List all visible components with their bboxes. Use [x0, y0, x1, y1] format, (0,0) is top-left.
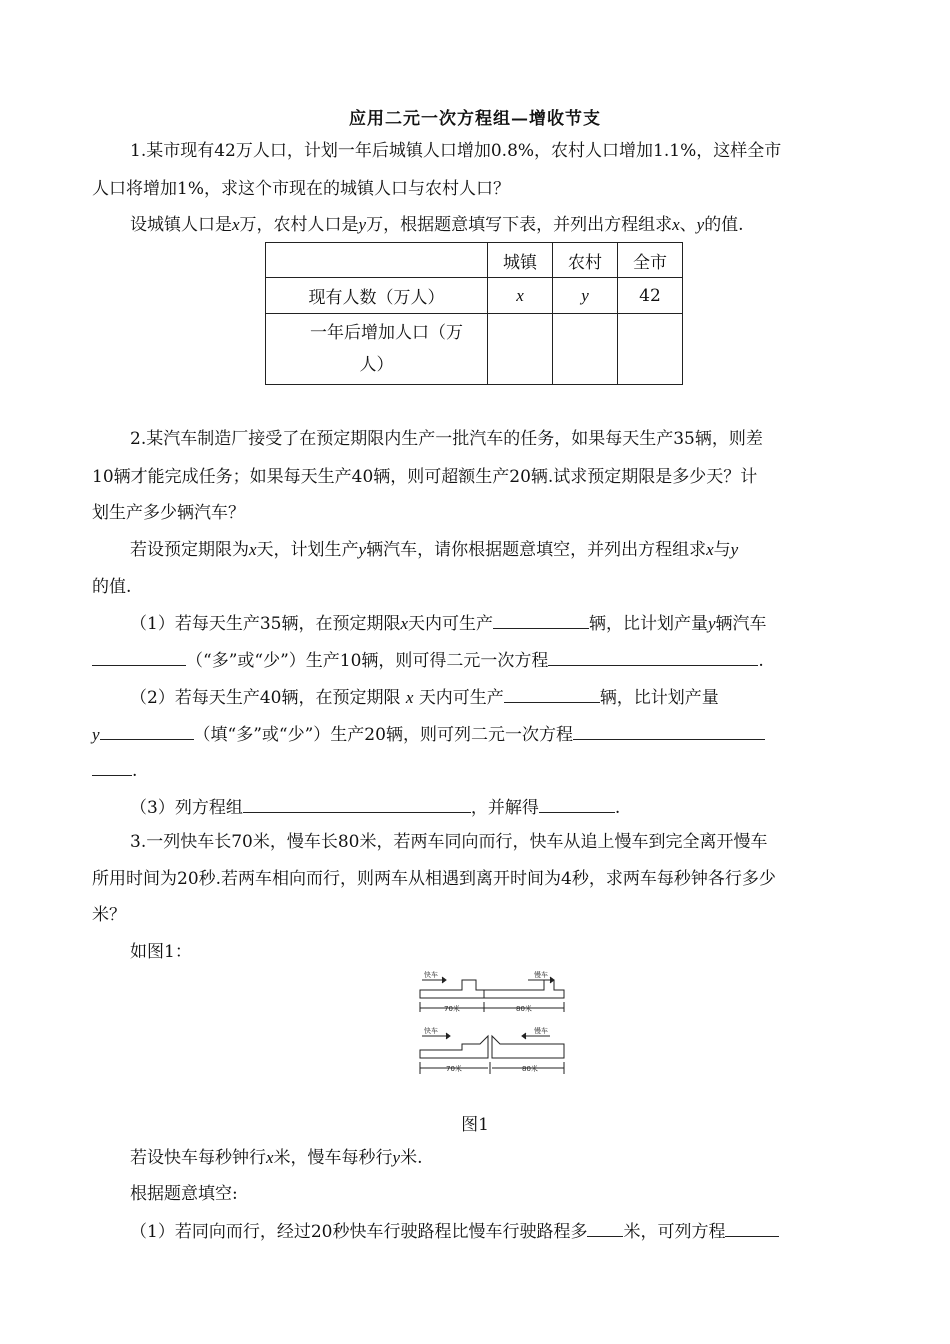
q2-p1-blank-1[interactable] — [493, 610, 589, 629]
table-cell-y: y — [553, 278, 618, 314]
q3-p1-blank-1[interactable] — [587, 1218, 623, 1237]
table-cell-rural-increase[interactable] — [553, 314, 618, 385]
q3-line-3: 米？ — [92, 905, 126, 925]
q3-line-4: 若设快车每秒钟行x米，慢车每秒行y米. — [130, 1148, 423, 1168]
q2-p2-blank-4[interactable] — [92, 757, 132, 776]
q3-line-2: 所用时间为20秒.若两车相向而行，则两车从相遇到离开时间为4秒，求两车每秒钟各行多少 — [92, 869, 776, 889]
table-header-city: 全市 — [618, 243, 683, 278]
table-header-town: 城镇 — [488, 243, 553, 278]
fast-label-bottom: 快车 — [424, 1027, 438, 1035]
q2-line-5: 的值. — [92, 577, 132, 597]
q2-p3-blank-2[interactable] — [539, 794, 615, 813]
slow-label-bottom: 慢车 — [534, 1027, 548, 1035]
train-figure — [418, 970, 568, 1082]
table-cell-town-increase[interactable] — [488, 314, 553, 385]
q2-p1-blank-2[interactable] — [92, 647, 186, 666]
figure-caption: 图1 — [461, 1115, 489, 1135]
q2-part1-line-2: （“多”或“少”）生产10辆，则可得二元一次方程 . — [92, 647, 764, 673]
fast-train-shape-top — [420, 980, 484, 998]
q2-part2-line-2: y （填“多”或“少”）生产20辆，则可列二元一次方程 — [92, 721, 765, 747]
table-cell-city-increase[interactable] — [618, 314, 683, 385]
q2-p3-blank-1[interactable] — [243, 794, 471, 813]
q2-p2-blank-2[interactable] — [100, 721, 194, 740]
len80-label-top: 80米 — [516, 1005, 532, 1013]
q2-line-3: 划生产多少辆汽车？ — [92, 503, 245, 523]
q3-figure-ref: 如图1： — [130, 942, 192, 962]
len80-label-bottom: 80米 — [522, 1065, 538, 1073]
q2-part1-line-1: （1）若每天生产35辆，在预定期限x天内可生产 辆，比计划产量y辆汽车 — [130, 610, 767, 636]
table-row-current-label: 现有人数（万人） — [266, 278, 488, 314]
table-cell-x: x — [488, 278, 553, 314]
q2-p2-blank-3[interactable] — [573, 721, 765, 740]
fast-train-shape-bottom — [420, 1036, 488, 1058]
q2-part3-line: （3）列方程组 ，并解得 . — [130, 794, 620, 820]
q3-part1-line: （1）若同向而行，经过20秒快车行驶路程比慢车行驶路程多 米，可列方程 — [130, 1218, 779, 1244]
population-table — [265, 242, 683, 385]
fast-label-top: 快车 — [424, 971, 438, 979]
q3-line-5: 根据题意填空: — [130, 1184, 238, 1204]
q1-line-2: 人口将增加1%，求这个市现在的城镇人口与农村人口？ — [92, 179, 510, 199]
q2-p2-blank-1[interactable] — [504, 684, 600, 703]
table-header-rural: 农村 — [553, 243, 618, 278]
slow-train-shape-bottom — [492, 1036, 564, 1058]
q2-p1-blank-3[interactable] — [548, 647, 758, 666]
q3-line-1: 3.一列快车长70米，慢车长80米，若两车同向而行，快车从追上慢车到完全离开慢车 — [130, 832, 768, 852]
q2-line-2: 10辆才能完成任务；如果每天生产40辆，则可超额生产20辆.试求预定期限是多少天？计 — [92, 467, 758, 487]
len70-label-top: 70米 — [444, 1005, 460, 1013]
q1-line-1: 1.某市现有42万人口，计划一年后城镇人口增加0.8%，农村人口增加1.1%，这样全市 — [130, 141, 782, 161]
len70-label-bottom: 70米 — [446, 1065, 462, 1073]
q2-line-1: 2.某汽车制造厂接受了在预定期限内生产一批汽车的任务，如果每天生产35辆，则差 — [130, 429, 763, 449]
q1-line-3: 设城镇人口是x万，农村人口是y万，根据题意填写下表，并列出方程组求x、y的值. — [130, 215, 744, 235]
q2-line-4: 若设预定期限为x天，计划生产y辆汽车，请你根据题意填空，并列出方程组求x与y — [130, 540, 739, 560]
q3-p1-blank-2[interactable] — [725, 1218, 779, 1237]
table-row-increase-label: 一年后增加人口（万 人） — [266, 314, 488, 385]
table-header-empty — [266, 243, 488, 278]
slow-train-shape-top — [484, 980, 564, 998]
table-cell-total: 42 — [618, 278, 683, 314]
slow-label-top: 慢车 — [534, 971, 548, 979]
page-title: 应用二元一次方程组—增收节支 — [349, 109, 601, 129]
q2-part2-line-3: . — [92, 757, 137, 783]
q2-part2-line-1: （2）若每天生产40辆，在预定期限 x 天内可生产 辆，比计划产量 — [130, 684, 719, 710]
